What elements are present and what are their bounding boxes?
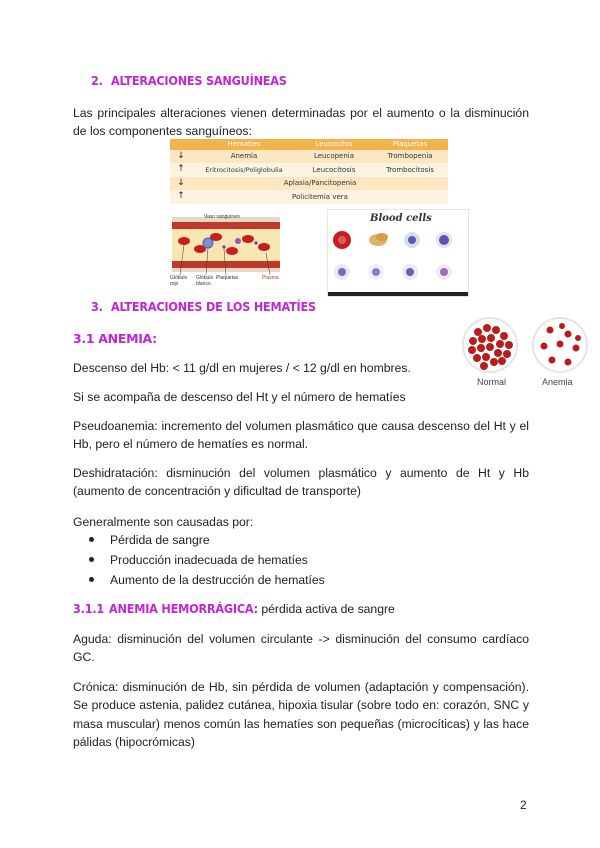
list-item: Pérdida de sangre: [73, 530, 513, 550]
vessel-label: Glóbulo blanco: [196, 275, 214, 287]
table-header-cell: [170, 139, 192, 150]
section-number: 3.: [91, 299, 103, 314]
table-cell: Leucocitosis: [296, 163, 372, 177]
table-header-cell: Plaquetas: [372, 139, 448, 150]
paragraph-deshidratacion: Deshidratación: disminución del volumen plasmático y aumento de Ht y Hb (aumento de concentración y dificultad de transporte): [73, 466, 529, 499]
section-title: ALTERACIONES DE LOS HEMATÍES: [111, 299, 316, 314]
section-title: ALTERACIONES SANGUÍNEAS: [111, 73, 287, 88]
arrow-up-icon: ↑: [170, 190, 192, 204]
section-heading: [91, 72, 287, 91]
paragraph-hb: Descenso del Hb: < 11 g/dl en mujeres / < 12 g/dl en hombres.: [73, 361, 411, 375]
subsection-title: ANEMIA HEMORRÁGICA:: [109, 601, 258, 616]
blood-cells-icon: [328, 210, 468, 296]
anemia-label: Anemia: [542, 377, 573, 387]
paragraph-ht: Si se acompaña de descenso del Ht y el número de hematíes: [73, 390, 406, 404]
table-cell: Trombocitosis: [372, 163, 448, 177]
list-item: Producción inadecuada de hematíes: [73, 550, 513, 570]
paragraph-pseudoanemia: Pseudoanemia: incremento del volumen plasmático que causa descenso del Ht y el Hb, pero el número de hematíes es normal.: [73, 419, 529, 452]
paragraph-aguda: Aguda: disminución del volumen circulante -> disminución del consumo cardíaco GC.: [73, 632, 529, 665]
normal-label: Normal: [477, 377, 507, 387]
blood-cells-figure: [327, 209, 469, 297]
vessel-label: Plasma: [262, 275, 279, 281]
alterations-table: [170, 139, 448, 204]
table-header-cell: Leucocitos: [296, 139, 372, 150]
page-number: 2: [520, 798, 527, 812]
table-cell: Leucopenia: [296, 150, 372, 164]
intro-paragraph: Las principales alteraciones vienen determinadas por el aumento o la disminución de los componentes sanguíneos:: [73, 106, 529, 139]
subsection-number: 3.1.1: [73, 601, 105, 616]
paragraph-causes-intro: Generalmente son causadas por:: [73, 515, 254, 529]
table-cell: Eritrocitosis/Poliglobulia: [192, 163, 296, 177]
subsection-heading: [73, 600, 395, 619]
section-number: 2.: [91, 73, 103, 88]
blood-cells-title: Blood cells: [370, 213, 432, 224]
vessel-label: Plaquetas: [216, 275, 239, 281]
subsection-heading: 3.1 ANEMIA:: [73, 331, 157, 346]
table-cell: Policitemia vera: [192, 190, 448, 204]
table-header-cell: Hematíes: [192, 139, 296, 150]
subsection-title-rest: pérdida activa de sangre: [257, 602, 395, 616]
arrow-down-icon: ↓: [170, 177, 192, 191]
vessel-caption: Vaso sanguíneo: [204, 214, 240, 220]
section-heading: [91, 298, 316, 317]
anemia-comparison-figure: [460, 316, 592, 390]
causes-list: [73, 530, 513, 590]
list-item: Aumento de la destrucción de hematíes: [73, 570, 513, 590]
table-cell: Trombopenia: [372, 150, 448, 164]
vessel-label: Glóbulo rojo: [170, 275, 188, 287]
table-cell: Aplasia/Pancitopenia: [192, 177, 448, 191]
arrow-up-icon: ↑: [170, 163, 192, 177]
paragraph-cronica: Crónica: disminución de Hb, sin pérdida de volumen (adaptación y compensación). Se produce astenia, palidez cutánea, hipoxia tisular (sobre todo en: corazón, SNC y masa muscular) menos común las hematíes son pequeñas (microcíticas) y las hace pálidas (hipocrómicas): [73, 680, 529, 749]
blood-vessel-figure: [170, 213, 282, 293]
table-cell: Anemia: [192, 150, 296, 164]
arrow-down-icon: ↓: [170, 150, 192, 164]
blood-smear-icon: [460, 316, 592, 376]
